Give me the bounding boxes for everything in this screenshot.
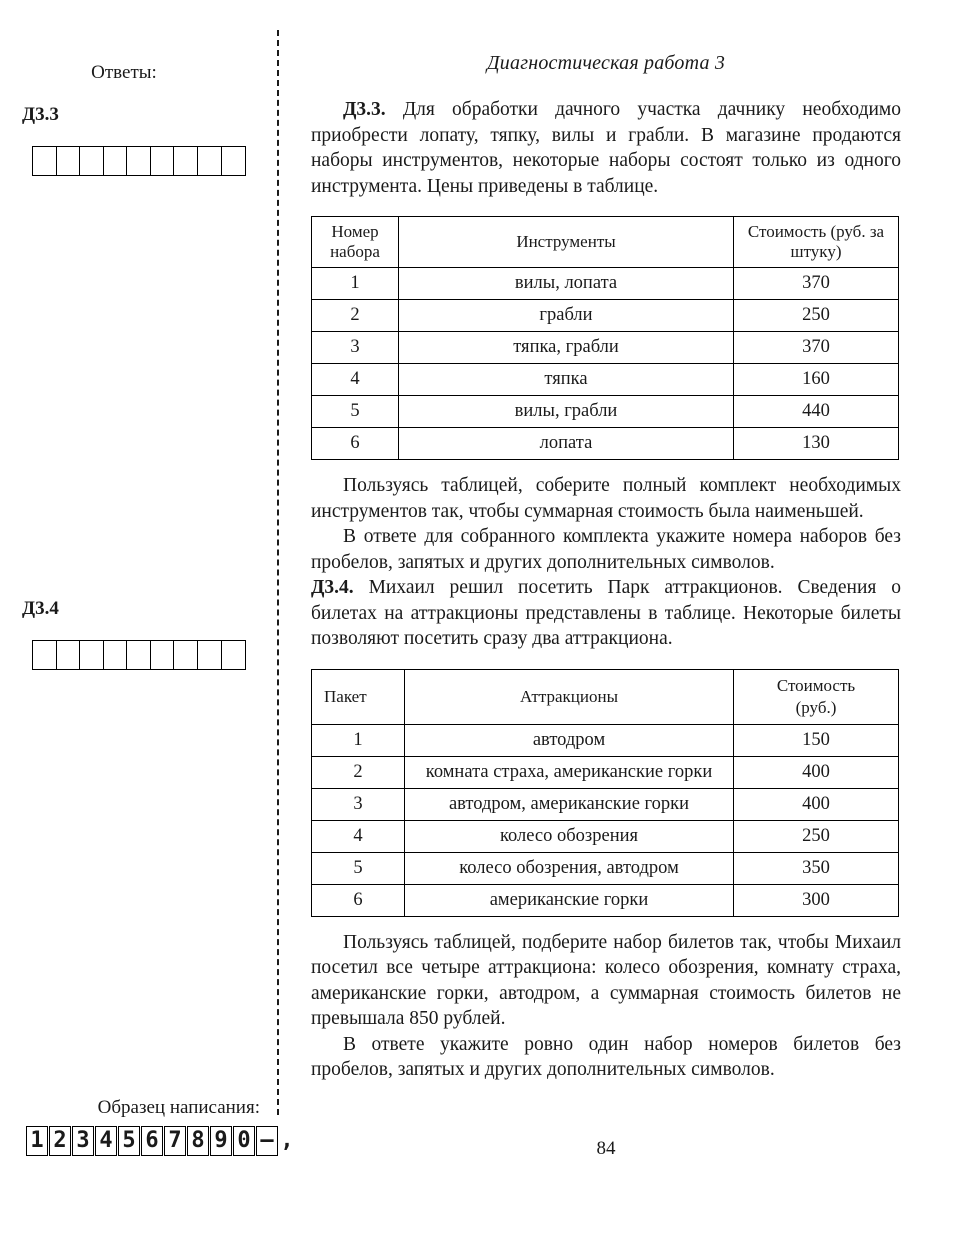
answer-cell[interactable]	[174, 147, 198, 175]
answer-cell[interactable]	[174, 641, 198, 669]
cell-attractions: колесо обозрения	[405, 820, 734, 852]
th-set-number: Номер набора	[312, 217, 399, 268]
table-row	[312, 428, 899, 460]
answer-cell[interactable]	[127, 147, 151, 175]
answer-cell[interactable]	[57, 641, 81, 669]
answer-cell[interactable]	[198, 147, 222, 175]
answer-cell[interactable]	[80, 147, 104, 175]
cell-tools: тяпка, грабли	[399, 332, 734, 364]
task-d33-statement	[311, 97, 901, 199]
sample-digit-dash: –	[256, 1126, 278, 1156]
answer-boxes-d34[interactable]	[32, 640, 246, 670]
table-row	[312, 332, 899, 364]
cell-set-number: 2	[312, 300, 399, 332]
answer-cell[interactable]	[33, 147, 57, 175]
cell-attractions: автодром	[405, 724, 734, 756]
table-row	[312, 884, 899, 916]
cell-cost: 370	[734, 332, 899, 364]
answer-cell[interactable]	[33, 641, 57, 669]
task-d34-after-1: Пользуясь таблицей, подберите набор билетов так, чтобы Михаил посетил все четыре аттракциона: колесо обозрения, комнату страха, американские горки, автодром, а суммарная стоимость билетов не превышала 850 рублей.	[311, 931, 901, 1029]
answer-cell[interactable]	[57, 147, 81, 175]
dashed-divider	[277, 30, 279, 1115]
sample-digit: 6	[141, 1126, 163, 1156]
sample-digit: 0	[233, 1126, 255, 1156]
table-row	[312, 788, 899, 820]
answer-cell[interactable]	[80, 641, 104, 669]
cell-set-number: 6	[312, 428, 399, 460]
sample-label: Образец написания:	[97, 1097, 260, 1118]
sample-digit: 3	[72, 1126, 94, 1156]
cell-package: 5	[312, 852, 405, 884]
task-d33-id: Д3.3.	[343, 99, 386, 120]
sample-digit-comma: ,	[280, 1128, 294, 1153]
answer-cell[interactable]	[104, 641, 128, 669]
cell-set-number: 4	[312, 364, 399, 396]
cell-tools: грабли	[399, 300, 734, 332]
cell-package: 6	[312, 884, 405, 916]
cell-attractions: комната страха, американские горки	[405, 756, 734, 788]
task-d34-after-2: В ответе укажите ровно один набор номеров билетов без пробелов, запятых и других дополнительных символов.	[311, 1033, 901, 1080]
sample-digit: 7	[164, 1126, 186, 1156]
task-d33-text: Для обработки дачного участка дачнику необходимо приобрести лопату, тяпку, вилы и грабли. В магазине продаются наборы инструментов, некоторые наборы состоят только из одного инструмента. Цены приведены в таблице.	[311, 99, 902, 197]
answer-cell[interactable]	[151, 147, 175, 175]
table-header-row	[312, 217, 899, 268]
answer-cell[interactable]	[151, 641, 175, 669]
cell-cost: 440	[734, 396, 899, 428]
table-row	[312, 852, 899, 884]
answer-boxes-d33[interactable]	[32, 146, 246, 176]
th-cost-line1: Стоимость	[776, 675, 856, 695]
cell-cost: 130	[734, 428, 899, 460]
cell-attractions: колесо обозрения, автодром	[405, 852, 734, 884]
answer-cell[interactable]	[198, 641, 222, 669]
document-content	[311, 52, 901, 1083]
sample-digit: 1	[26, 1126, 48, 1156]
table-row	[312, 268, 899, 300]
answer-tag-d34: Д3.4	[22, 598, 59, 619]
cell-cost: 370	[734, 268, 899, 300]
cell-cost: 400	[734, 756, 899, 788]
answer-cell[interactable]	[127, 641, 151, 669]
sample-digit: 5	[118, 1126, 140, 1156]
sample-digits	[26, 1126, 295, 1156]
cell-cost: 350	[734, 852, 899, 884]
page-number: 84	[596, 1138, 616, 1159]
cell-package: 4	[312, 820, 405, 852]
cell-tools: тяпка	[399, 364, 734, 396]
answer-column	[0, 0, 294, 1245]
th-cost: Стоимость (руб. за штуку)	[734, 217, 899, 268]
cell-set-number: 1	[312, 268, 399, 300]
cell-cost: 150	[734, 724, 899, 756]
table-row	[312, 396, 899, 428]
cell-package: 1	[312, 724, 405, 756]
task-d34-table	[311, 669, 899, 917]
task-d33-after-1: Пользуясь таблицей, соберите полный комплект необходимых инструментов так, чтобы суммарная стоимость была наименьшей.	[311, 475, 901, 522]
sample-digit: 9	[210, 1126, 232, 1156]
table-row	[312, 364, 899, 396]
sample-digit: 4	[95, 1126, 117, 1156]
task-d34-statement	[311, 575, 901, 652]
cell-package: 3	[312, 788, 405, 820]
sample-digit: 8	[187, 1126, 209, 1156]
task-d33-table	[311, 216, 899, 460]
answer-cell[interactable]	[222, 147, 246, 175]
cell-set-number: 5	[312, 396, 399, 428]
cell-cost: 300	[734, 884, 899, 916]
sample-digit: 2	[49, 1126, 71, 1156]
th-cost-line2: (руб.)	[795, 697, 837, 717]
cell-tools: вилы, лопата	[399, 268, 734, 300]
cell-tools: лопата	[399, 428, 734, 460]
cell-set-number: 3	[312, 332, 399, 364]
answers-title: Ответы:	[91, 62, 157, 83]
th-package: Пакет	[312, 669, 405, 724]
task-d34-id: Д3.4.	[311, 577, 354, 598]
cell-cost: 250	[734, 820, 899, 852]
table-row	[312, 300, 899, 332]
table-row	[312, 724, 899, 756]
table-row	[312, 820, 899, 852]
table-row	[312, 756, 899, 788]
task-d33-after-2: В ответе для собранного комплекта укажите номера наборов без пробелов, запятых и других дополнительных символов.	[311, 526, 901, 573]
answer-cell[interactable]	[222, 641, 246, 669]
th-cost	[734, 669, 899, 724]
cell-tools: вилы, грабли	[399, 396, 734, 428]
th-attractions: Аттракционы	[405, 669, 734, 724]
task-d34-text: Михаил решил посетить Парк аттракционов. Сведения о билетах на аттракционы представлены в таблице. Некоторые билеты позволяют посетить сразу два аттракциона.	[311, 577, 901, 649]
cell-package: 2	[312, 756, 405, 788]
cell-cost: 250	[734, 300, 899, 332]
cell-cost: 160	[734, 364, 899, 396]
answer-tag-d33: Д3.3	[22, 104, 59, 125]
page-title: Диагностическая работа 3	[486, 52, 726, 74]
answer-cell[interactable]	[104, 147, 128, 175]
cell-cost: 400	[734, 788, 899, 820]
th-tools: Инструменты	[399, 217, 734, 268]
cell-attractions: автодром, американские горки	[405, 788, 734, 820]
cell-attractions: американские горки	[405, 884, 734, 916]
table-header-row	[312, 669, 899, 724]
